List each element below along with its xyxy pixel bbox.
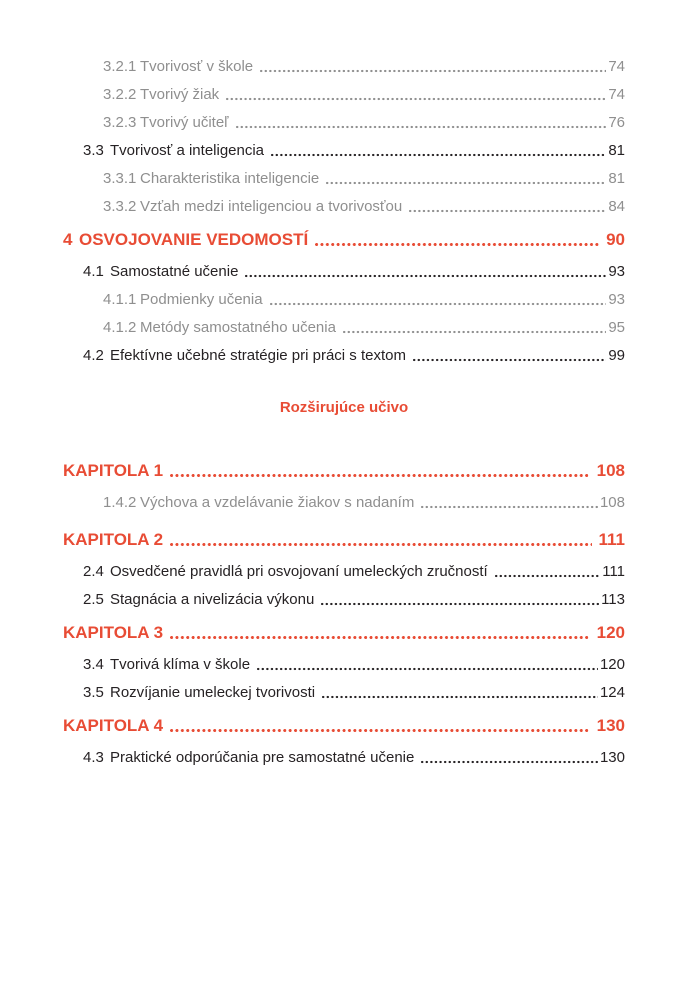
toc-entry-row [63, 262, 625, 282]
entry-label: Tvorivosť v škole [140, 58, 254, 75]
entry-number: 3.2.2 [103, 86, 137, 103]
entry-number: 2.5 [83, 591, 104, 608]
entry-number: 4.2 [83, 347, 104, 364]
entry-page-number: 113 [601, 591, 625, 608]
entry-label: Stagnácia a nivelizácia výkonu [110, 591, 315, 608]
dot-leader [321, 590, 599, 610]
entry-label: Samostatné učenie [110, 263, 239, 280]
toc-entry-row [63, 493, 625, 513]
dot-leader [236, 113, 607, 133]
entry-page-number: 99 [608, 347, 625, 364]
entry-page-number: 108 [599, 494, 625, 511]
toc-entry-row [63, 85, 625, 105]
entry-label: Vzťah medzi inteligenciou a tvorivosťou [140, 198, 403, 215]
section-divider [63, 398, 625, 418]
entry-label: Tvorivá klíma v škole [110, 656, 251, 673]
entry-page-number: 74 [608, 58, 625, 75]
dot-leader [270, 290, 607, 310]
entry-number: 4.1.2 [103, 319, 137, 336]
dot-leader [245, 262, 606, 282]
dot-leader [413, 346, 606, 366]
entry-label: Rozvíjanie umeleckej tvorivosti [110, 684, 316, 701]
entry-number: 3.3.1 [103, 170, 137, 187]
section-kapitola-3 [63, 620, 625, 703]
dot-leader [271, 141, 606, 161]
entry-page-number: 130 [596, 716, 625, 735]
section-chapter-3-rest [63, 57, 625, 217]
toc-entry-row [63, 169, 625, 189]
entry-page-number: 93 [608, 291, 625, 308]
dot-leader [421, 748, 598, 768]
toc-entry-row [63, 748, 625, 768]
dot-leader [260, 57, 606, 77]
entry-number: 4.3 [83, 749, 104, 766]
entry-number: 4.1.1 [103, 291, 137, 308]
toc [63, 57, 625, 768]
entry-label: Charakteristika inteligencie [140, 170, 320, 187]
entry-number: 2.4 [83, 563, 104, 580]
entry-page-number: 120 [596, 623, 625, 642]
toc-chapter-row [63, 713, 625, 739]
entry-page-number: 93 [608, 263, 625, 280]
toc-chapter-row [63, 527, 625, 553]
dot-leader [315, 227, 599, 253]
entry-label: KAPITOLA 1 [63, 461, 164, 480]
toc-entry-row [63, 562, 625, 582]
entry-label: Podmienky učenia [140, 291, 263, 308]
center-heading: Rozširujúce učivo [279, 399, 409, 416]
toc-chapter-row [63, 458, 625, 484]
entry-page-number: 120 [599, 656, 625, 673]
entry-page-number: 81 [608, 142, 625, 159]
entry-page-number: 111 [598, 530, 625, 549]
entry-label: KAPITOLA 4 [63, 716, 164, 735]
entry-number: 4 [63, 230, 73, 249]
toc-chapter-row [63, 227, 625, 253]
entry-page-number: 84 [608, 198, 625, 215]
entry-number: 3.3.2 [103, 198, 137, 215]
dot-leader [170, 458, 590, 484]
entry-label: Metódy samostatného učenia [140, 319, 336, 336]
dot-leader [170, 527, 591, 553]
toc-entry-row [63, 346, 625, 366]
entry-page-number: 74 [608, 86, 625, 103]
entry-label: Tvorivý učiteľ [140, 114, 229, 131]
entry-number: 3.3 [83, 142, 104, 159]
toc-entry-row [63, 590, 625, 610]
entry-number: 4.1 [83, 263, 104, 280]
entry-page-number: 81 [608, 170, 625, 187]
entry-page-number: 90 [606, 230, 625, 249]
entry-number: 1.4.2 [103, 494, 137, 511]
entry-number: 3.5 [83, 684, 104, 701]
dot-leader [226, 85, 606, 105]
entry-label: Praktické odporúčania pre samostatné učenie [110, 749, 415, 766]
section-kapitola-2 [63, 527, 625, 610]
dot-leader [257, 655, 598, 675]
entry-page-number: 111 [602, 563, 625, 580]
dot-leader [409, 197, 606, 217]
entry-label: KAPITOLA 3 [63, 623, 164, 642]
dot-leader [322, 683, 598, 703]
toc-entry-row [63, 57, 625, 77]
toc-entry-row [63, 655, 625, 675]
entry-number: 3.2.1 [103, 58, 137, 75]
entry-number: 3.2.3 [103, 114, 137, 131]
section-kapitola-1 [63, 458, 625, 513]
entry-label: Výchova a vzdelávanie žiakov s nadaním [140, 494, 415, 511]
toc-entry-row [63, 290, 625, 310]
entry-number: 3.4 [83, 656, 104, 673]
dot-leader [421, 493, 598, 513]
entry-page-number: 108 [596, 461, 625, 480]
dot-leader [170, 620, 590, 646]
entry-label: OSVOJOVANIE VEDOMOSTÍ [79, 230, 309, 249]
entry-label: KAPITOLA 2 [63, 530, 164, 549]
toc-entry-row [63, 197, 625, 217]
toc-chapter-row [63, 620, 625, 646]
entry-label: Tvorivý žiak [140, 86, 220, 103]
toc-entry-row [63, 141, 625, 161]
dot-leader [343, 318, 606, 338]
dot-leader [495, 562, 601, 582]
entry-page-number: 76 [608, 114, 625, 131]
toc-entry-row [63, 318, 625, 338]
toc-entry-row [63, 683, 625, 703]
entry-label: Tvorivosť a inteligencia [110, 142, 265, 159]
section-kapitola-4 [63, 713, 625, 768]
toc-entry-row [63, 113, 625, 133]
entry-page-number: 124 [599, 684, 625, 701]
dot-leader [326, 169, 606, 189]
dot-leader [170, 713, 590, 739]
entry-page-number: 130 [599, 749, 625, 766]
entry-label: Efektívne učebné stratégie pri práci s textom [110, 347, 406, 364]
entry-page-number: 95 [608, 319, 625, 336]
section-chapter-4 [63, 227, 625, 366]
entry-label: Osvedčené pravidlá pri osvojovaní umeleckých zručností [110, 563, 488, 580]
